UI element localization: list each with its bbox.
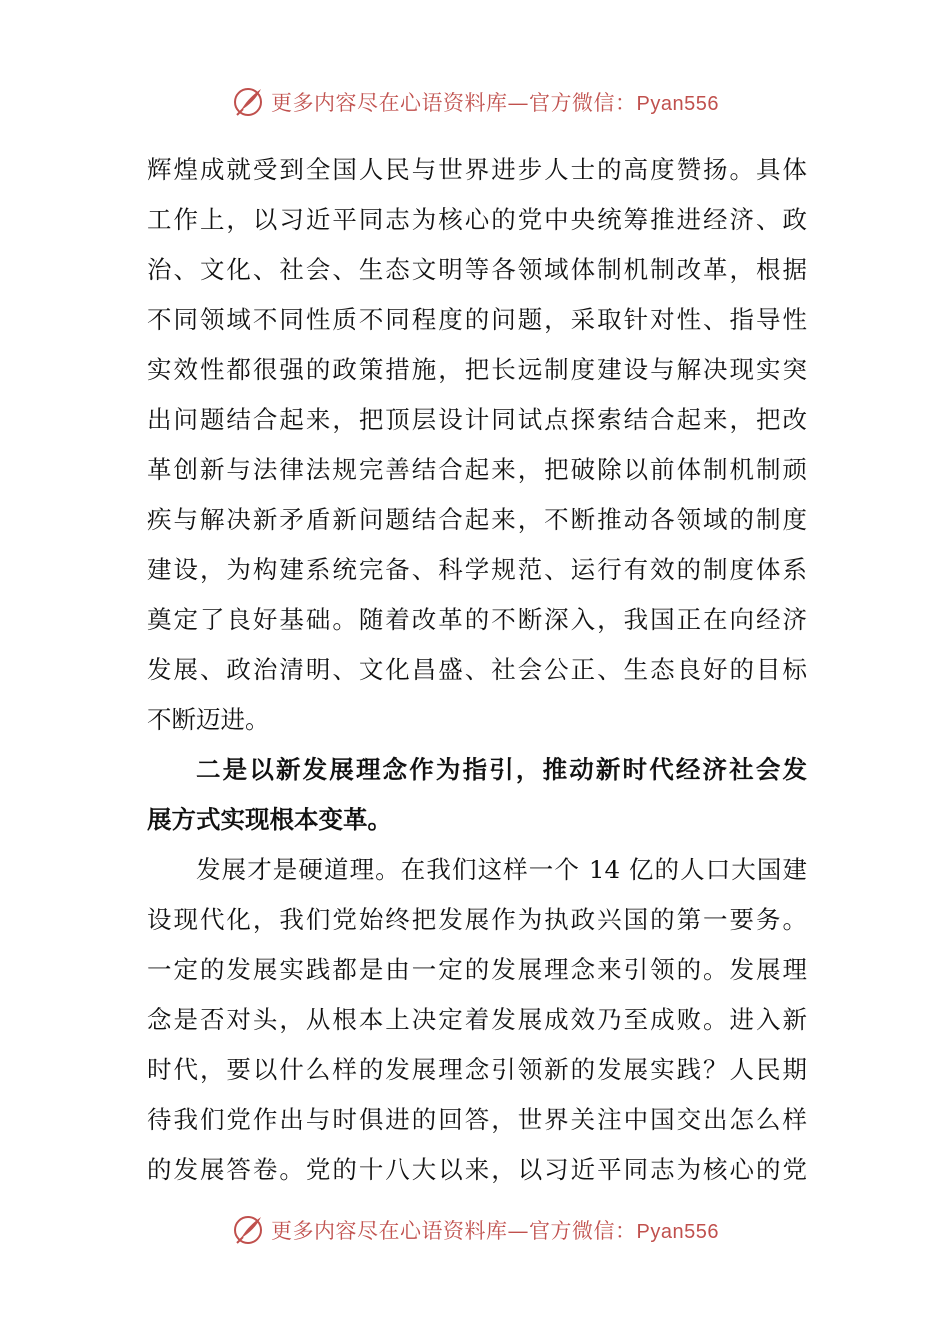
- text-line: 待我们党作出与时俱进的回答，世界关注中国交出怎么样: [147, 1105, 807, 1134]
- section-heading: [147, 745, 807, 845]
- text-line: 设现代化，我们党始终把发展作为执政兴国的第一要务。: [147, 905, 807, 934]
- heading-line: 二是以新发展理念作为指引，推动新时代经济社会发: [196, 755, 807, 784]
- feather-pen-logo-icon: [231, 85, 265, 119]
- text-line: 奠定了良好基础。随着改革的不断深入，我国正在向经济: [147, 605, 807, 634]
- text-line: 不同领域不同性质不同程度的问题，采取针对性、指导性: [147, 305, 807, 334]
- footer-banner-text: 更多内容尽在心语资料库—官方微信：Pyan556: [271, 1219, 719, 1243]
- text-line: 实效性都很强的政策措施，把长远制度建设与解决现实突: [147, 355, 807, 384]
- text-line: 发展、政治清明、文化昌盛、社会公正、生态良好的目标: [147, 655, 807, 684]
- text-line: 建设，为构建系统完备、科学规范、运行有效的制度体系: [147, 555, 807, 584]
- text-line: 发展才是硬道理。在我们这样一个 14 亿的人口大国建: [196, 855, 807, 884]
- text-line: 工作上，以习近平同志为核心的党中央统筹推进经济、政: [147, 205, 807, 234]
- paragraph-1: [147, 145, 807, 745]
- heading-line: 展方式实现根本变革。: [147, 805, 392, 834]
- text-line: 治、文化、社会、生态文明等各领域体制机制改革，根据: [147, 255, 807, 284]
- text-line: 革创新与法律法规完善结合起来，把破除以前体制机制顽: [147, 455, 807, 484]
- text-line: 时代，要以什么样的发展理念引领新的发展实践？人民期: [147, 1055, 807, 1084]
- text-line: 的发展答卷。党的十八大以来，以习近平同志为核心的党: [147, 1155, 807, 1184]
- header-banner-text: 更多内容尽在心语资料库—官方微信：Pyan556: [271, 91, 719, 115]
- text-line: 不断迈进。: [147, 705, 270, 734]
- text-line: 念是否对头，从根本上决定着发展成效乃至成败。进入新: [147, 1005, 807, 1034]
- wechat-handle: Pyan556: [636, 93, 719, 115]
- text-line: 出问题结合起来，把顶层设计同试点探索结合起来，把改: [147, 405, 807, 434]
- text-line: 辉煌成就受到全国人民与世界进步人士的高度赞扬。具体: [147, 155, 807, 184]
- text-line: 疾与解决新矛盾新问题结合起来，不断推动各领域的制度: [147, 505, 807, 534]
- text-line: 一定的发展实践都是由一定的发展理念来引领的。发展理: [147, 955, 807, 984]
- header-banner: [0, 80, 950, 124]
- paragraph-2: [147, 845, 807, 1195]
- footer-banner: [0, 1208, 950, 1252]
- document-body: [147, 145, 807, 1195]
- wechat-handle: Pyan556: [636, 1221, 719, 1243]
- feather-pen-logo-icon: [231, 1213, 265, 1247]
